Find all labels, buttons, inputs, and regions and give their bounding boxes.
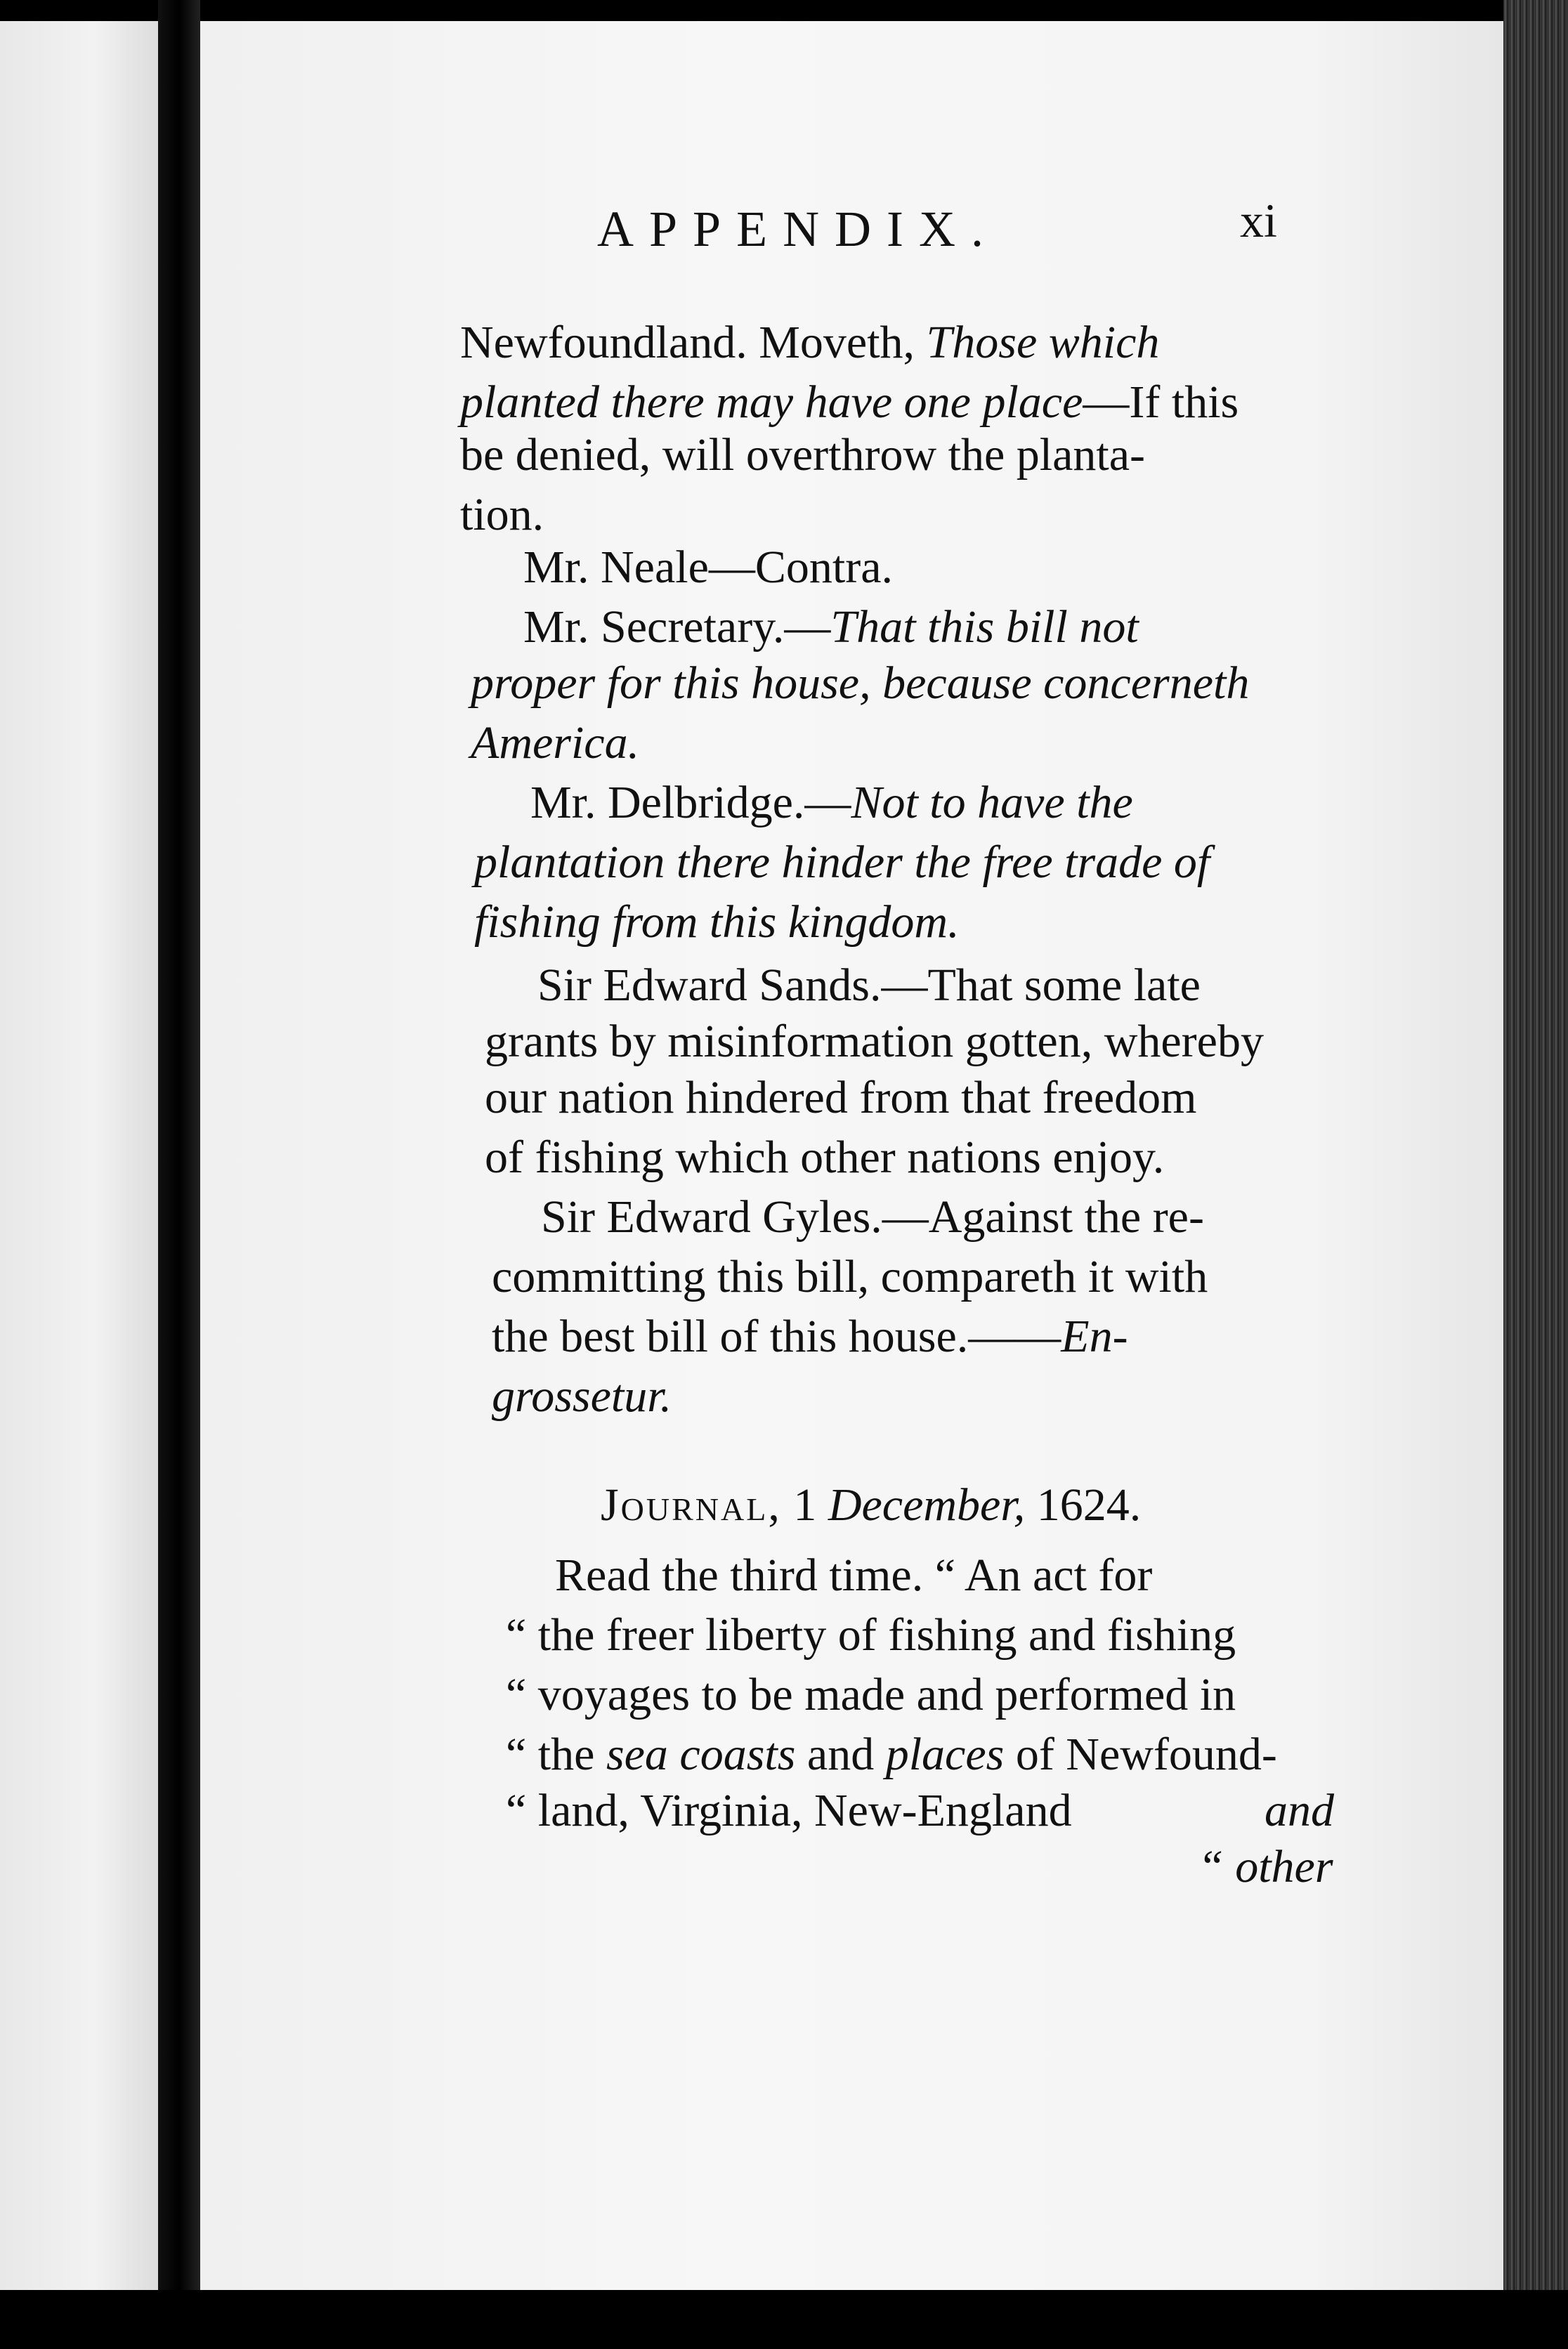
text-line: the best bill of this house.——En- <box>492 1311 1128 1362</box>
text-line: of fishing which other nations enjoy. <box>485 1132 1165 1183</box>
text-line: Mr. Delbridge.—Not to have the <box>530 777 1133 828</box>
scan-border <box>0 2290 1568 2349</box>
text-line: Mr. Secretary.—That this bill not <box>523 601 1139 653</box>
text-line: Sir Edward Gyles.—Against the re- <box>541 1191 1204 1243</box>
text-line: “ voyages to be made and performed in <box>506 1669 1236 1720</box>
text-line: fishing from this kingdom. <box>474 896 960 948</box>
text-line: plantation there hinder the free trade of <box>474 837 1210 888</box>
text-line: planted there may have one place—If this <box>460 377 1239 428</box>
text-line: “ the freer liberty of fishing and fishing <box>506 1609 1236 1661</box>
journal-heading: Journal, 1 December, 1624. <box>601 1479 1142 1531</box>
text-line: be denied, will overthrow the planta- <box>460 429 1146 480</box>
page-stack-edge <box>1503 0 1568 2349</box>
text-line: Newfoundland. Moveth, Those which <box>460 317 1160 368</box>
page-number: xi <box>1240 194 1277 247</box>
text-line: tion. <box>460 489 544 540</box>
text-line: “ the sea coasts and places of Newfound- <box>506 1729 1277 1780</box>
text-line: Mr. Neale—Contra. <box>523 542 894 593</box>
text-line: grossetur. <box>492 1370 672 1422</box>
text-line: and <box>1265 1785 1334 1836</box>
text-line: America. <box>471 717 640 768</box>
text-line: “ land, Virginia, New-England <box>506 1785 1072 1836</box>
book-gutter <box>158 0 200 2349</box>
text-line: our nation hindered from that freedom <box>485 1072 1197 1123</box>
text-line: proper for this house, because concerneth <box>471 657 1250 709</box>
facing-page-edge <box>0 21 158 2290</box>
catchword: “ other <box>1198 1841 1333 1892</box>
text-line: grants by misinformation gotten, whereby <box>485 1016 1264 1067</box>
text-line: committing this bill, compareth it with <box>492 1251 1208 1302</box>
running-title: APPENDIX. <box>597 201 1000 257</box>
text-line: Sir Edward Sands.—That some late <box>537 960 1201 1011</box>
text-line: Read the third time. “ An act for <box>555 1550 1153 1601</box>
